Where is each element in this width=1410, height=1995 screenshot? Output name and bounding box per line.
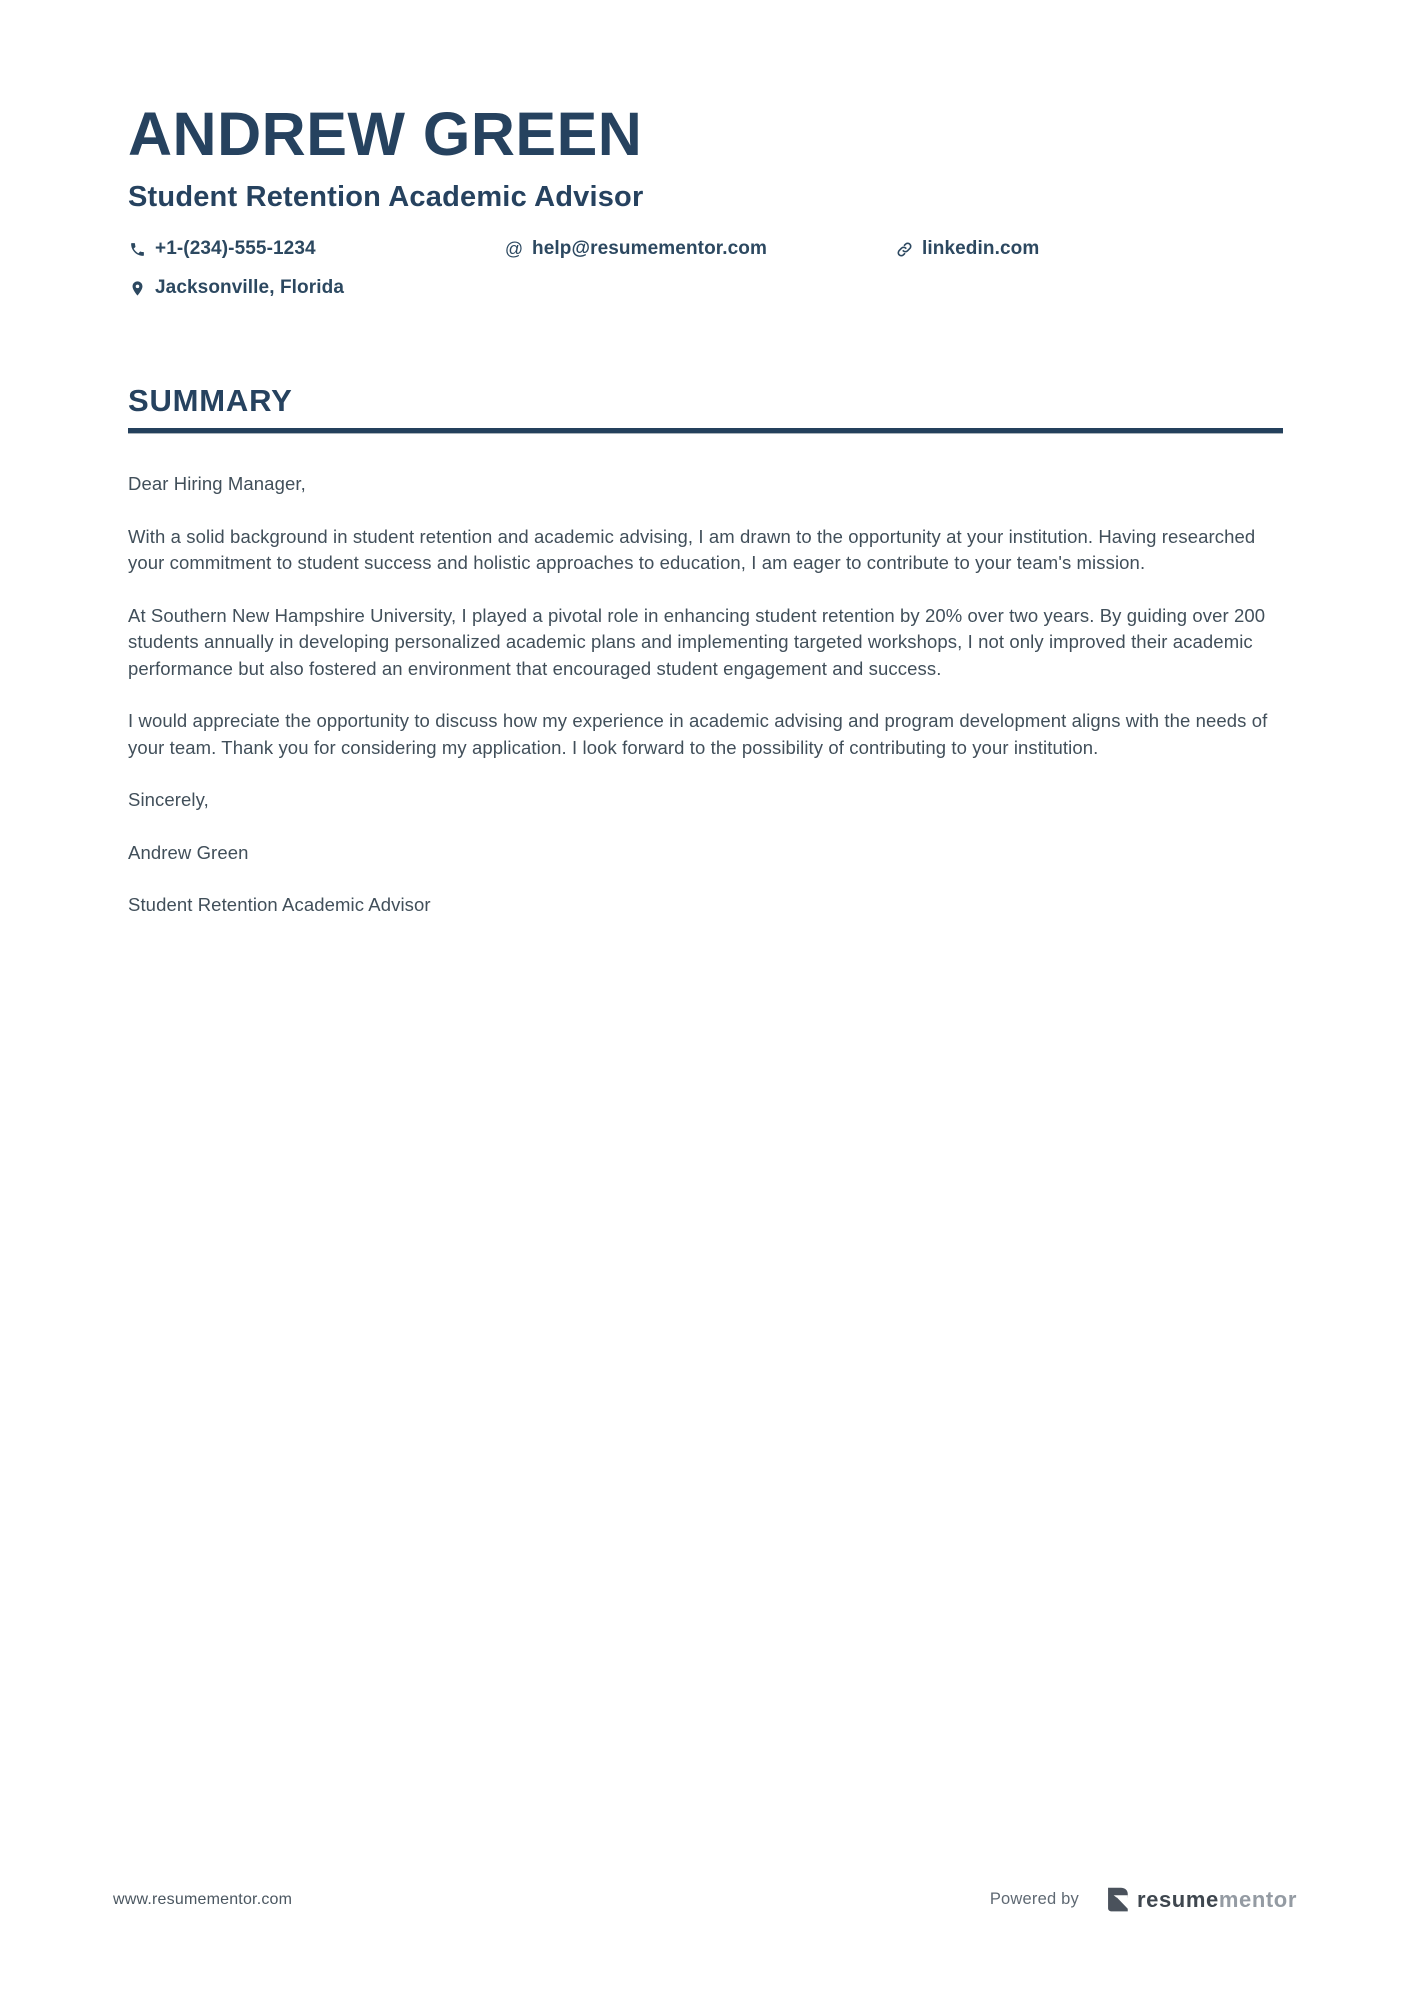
letter-paragraph: With a solid background in student retention and academic advising, I am drawn to the opportunity at your institution. Having researched your commitment to student success and holistic approaches to education, I am eager to contribute to your team's mission. <box>128 525 1256 573</box>
at-icon: @ <box>504 239 524 259</box>
brand-part-mentor: mentor <box>1218 1886 1297 1912</box>
powered-by-label: Powered by <box>989 1890 1079 1908</box>
letter-salutation: Dear Hiring Manager, <box>128 473 306 494</box>
summary-heading: SUMMARY <box>128 383 1283 433</box>
resumementor-logo-text <box>1136 1886 1297 1912</box>
link-icon <box>895 240 913 258</box>
letter-signature-name: Andrew Green <box>128 841 249 863</box>
letter-paragraph: I would appreciate the opportunity to discuss how my experience in academic advising and program development aligns with the needs of your team. Thank you for considering my application. I look forward to the possibility of contributing to your institution. <box>128 710 1268 758</box>
contact-website-value[interactable]: linkedin.com <box>922 238 1040 259</box>
letter-body <box>128 471 1283 919</box>
powered-by <box>990 1886 1297 1913</box>
page-footer <box>0 1886 1410 1913</box>
contact-phone <box>128 238 505 260</box>
contact-location <box>128 277 505 299</box>
letter-paragraph: At Southern New Hampshire University, I played a pivotal role in enhancing student retention by 20% over two years. By guiding over 200 students annually in developing personalized academic plans and implementing targeted workshops, I not only improved their academic performance but also fostered an environment that encouraged student engagement and success. <box>128 604 1266 679</box>
resumementor-logo-icon <box>1103 1886 1130 1913</box>
location-pin-icon <box>128 279 146 297</box>
brand-part-resume: resume <box>1136 1886 1219 1912</box>
resumementor-brand-link[interactable] <box>1103 1886 1297 1913</box>
person-job-title: Student Retention Academic Advisor <box>128 181 644 213</box>
contact-info <box>128 238 1283 299</box>
page-content <box>0 0 1410 919</box>
contact-email[interactable] <box>505 238 895 260</box>
contact-email-value[interactable]: help@resumementor.com <box>532 238 767 259</box>
letter-closing: Sincerely, <box>128 789 209 810</box>
summary-section <box>128 383 1283 919</box>
contact-location-value: Jacksonville, Florida <box>155 277 345 298</box>
footer-site-url[interactable]: www.resumementor.com <box>113 1890 293 1908</box>
person-name: ANDREW GREEN <box>128 100 643 168</box>
contact-phone-value: +1-(234)-555-1234 <box>155 238 316 259</box>
phone-icon <box>128 240 146 258</box>
letter-signature-title: Student Retention Academic Advisor <box>128 894 431 915</box>
contact-website[interactable] <box>895 238 1283 260</box>
